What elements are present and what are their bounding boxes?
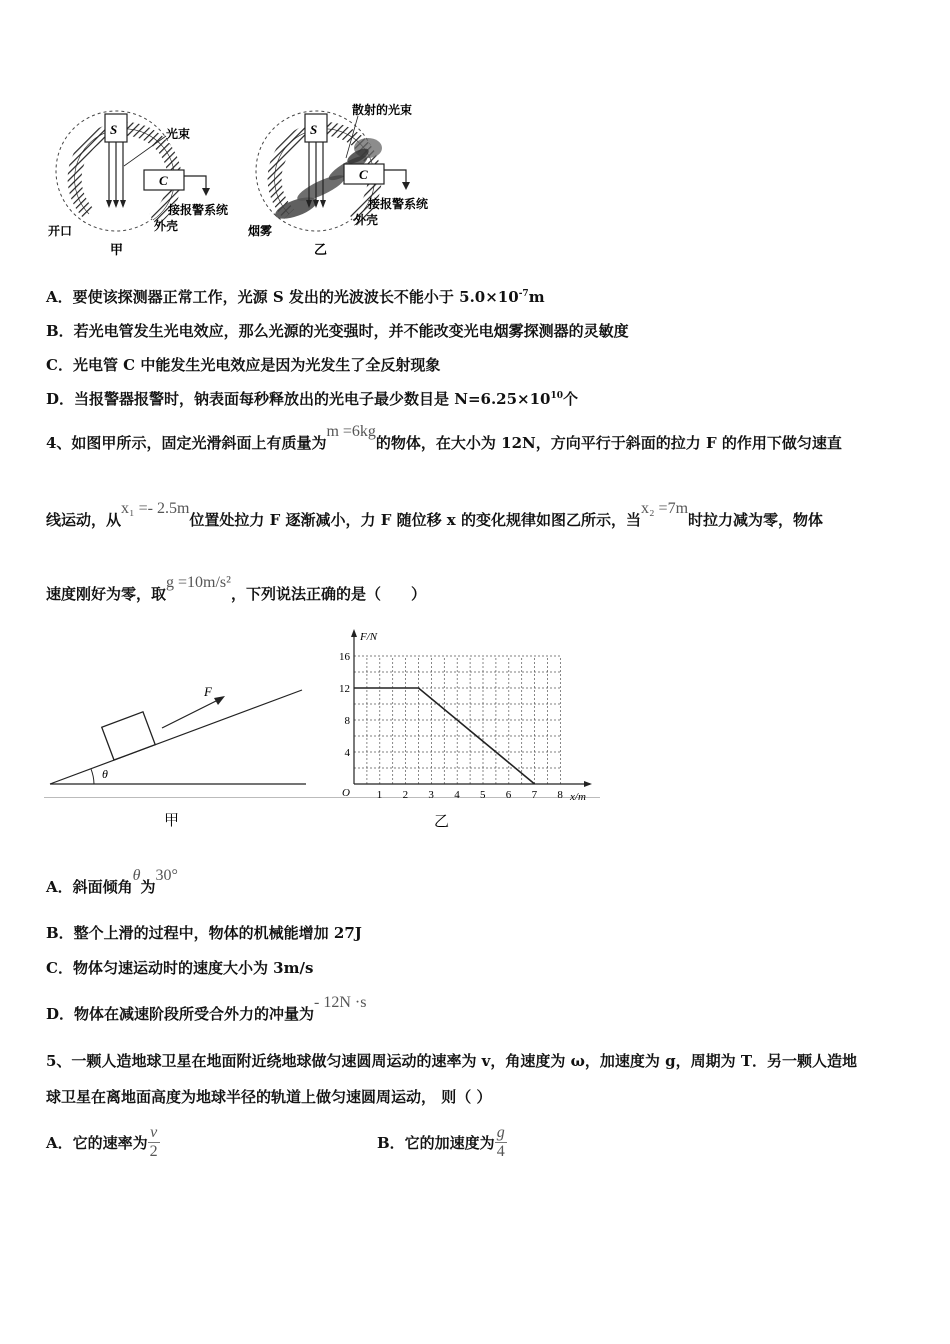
q3-option-b: B．若光电管发生光电效应，那么光源的光变强时，并不能改变光电烟雾探测器的灵敏度 <box>46 322 629 340</box>
q4-stem-line3: 速度刚好为零，取g =10m/s²，下列说法正确的是（ ） <box>46 574 426 603</box>
svg-text:外壳: 外壳 <box>154 219 179 233</box>
svg-text:θ: θ <box>102 767 108 781</box>
q4-option-a: A．斜面倾角θ为30° <box>46 867 178 896</box>
detector-jia <box>48 111 228 257</box>
q4-option-b: B．整个上滑的过程中，物体的机械能增加 27J <box>46 924 362 942</box>
x-tick-label: 4 <box>454 789 460 801</box>
q3-option-a: A．要使该探测器正常工作，光源 S 发出的光波波长不能小于 $5.0\times 10^{-7}m$ <box>46 288 545 306</box>
svg-text:光束: 光束 <box>166 127 191 141</box>
x-tick-label: 5 <box>480 789 486 801</box>
svg-text:C: C <box>159 173 168 188</box>
svg-text:C: C <box>359 167 368 182</box>
q4-stem-line1: 4、如图甲所示，固定光滑斜面上有质量为m =6kg的物体，在大小为 12N，方向平行于斜面的拉力 F 的作用下做匀速直 <box>46 423 842 452</box>
x-tick-label: 8 <box>557 789 563 801</box>
y-tick-label: 16 <box>339 651 350 663</box>
q4-stem-line2: 线运动，从x₁ =- 2.5m位置处拉力 F 逐渐减小，力 F 随位移 x 的变化规律如图乙所示，当x₂ =7m时拉力减为零，物体 <box>46 500 824 529</box>
x-tick-label: 1 <box>376 789 383 801</box>
origin-label: O <box>342 787 350 799</box>
x-tick-label: 7 <box>531 789 538 801</box>
svg-text:S: S <box>310 122 318 137</box>
q3-option-c: C．光电管 C 中能发生光电效应是因为光发生了全反射现象 <box>46 356 441 374</box>
svg-text:F: F <box>204 684 212 699</box>
q5-option-b: B．它的加速度为 $\frac{g}{4}$ <box>377 1124 505 1160</box>
q5-stem-line2: 球卫星在离地面高度为地球半径的轨道上做匀速圆周运动， 则（ ） <box>46 1088 492 1106</box>
x-tick-label: 3 <box>428 789 434 801</box>
q4-option-c: C．物体匀速运动时的速度大小为 3m/s <box>46 959 314 977</box>
block <box>102 712 155 760</box>
svg-text:烟雾: 烟雾 <box>248 224 273 238</box>
svg-text:开口: 开口 <box>48 224 73 238</box>
y-tick-label: 4 <box>344 747 350 759</box>
q4-option-d: D．物体在减速阶段所受合外力的冲量为- 12N ·s <box>46 994 367 1023</box>
q3-option-d: D．当报警器报警时，钠表面每秒释放出的光电子最少数目是 $N=6.25\times 10^{10}$个 <box>46 390 579 408</box>
q5-option-a: A．它的速率为 $\frac{v}{2}$ <box>46 1124 158 1160</box>
detector-yi <box>247 102 428 257</box>
incline-figure <box>44 680 314 840</box>
q5-stem-line1: 5、一颗人造地球卫星在地面附近绕地球做匀速圆周运动的速率为 v，角速度为 ω，加速度为 g，周期为 T．另一颗人造地 <box>46 1052 857 1070</box>
svg-text:甲: 甲 <box>110 242 124 257</box>
svg-text:散射的光束: 散射的光束 <box>352 103 413 117</box>
chart-caption: 乙 <box>434 814 450 830</box>
x-axis-label: x/m <box>570 791 586 803</box>
y-tick-label: 12 <box>339 683 350 695</box>
y-tick-label: 8 <box>344 715 350 727</box>
svg-text:甲: 甲 <box>164 813 180 829</box>
svg-text:接报警系统: 接报警系统 <box>368 197 429 211</box>
smoke-detector-figure <box>46 96 466 266</box>
x-tick-label: 2 <box>402 789 409 801</box>
svg-text:乙: 乙 <box>314 242 328 257</box>
force-displacement-chart <box>330 626 610 838</box>
x-tick-label: 6 <box>505 789 512 801</box>
svg-text:外壳: 外壳 <box>354 213 379 227</box>
svg-text:接报警系统: 接报警系统 <box>168 203 229 217</box>
y-axis-label: F/N <box>360 631 378 643</box>
svg-text:S: S <box>110 122 118 137</box>
